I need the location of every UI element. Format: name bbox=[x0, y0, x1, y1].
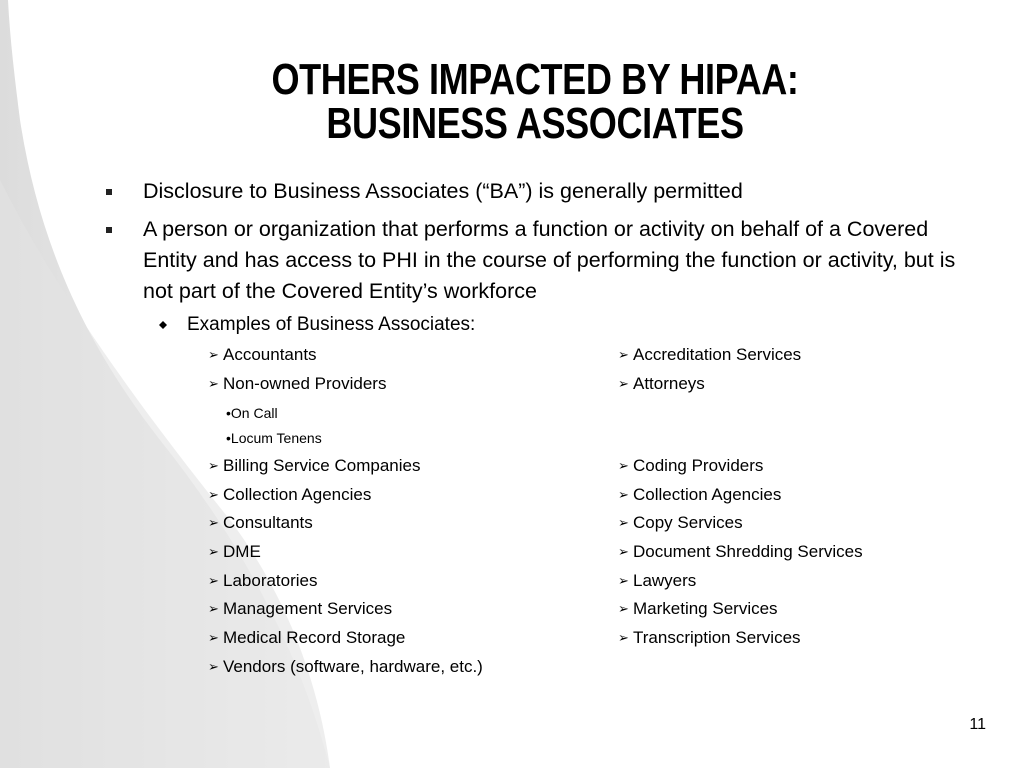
list-item: ➢ Vendors (software, hardware, etc.) bbox=[208, 657, 483, 676]
title-line-2: BUSINESS ASSOCIATES bbox=[326, 99, 744, 148]
arrow-bullet-icon: ➢ bbox=[208, 515, 219, 530]
list-item: ➢ Transcription Services bbox=[618, 628, 801, 647]
arrow-bullet-icon: ➢ bbox=[618, 630, 629, 645]
bullet-text: A person or organization that performs a function or activity on behalf of a Covered Entity and has access to PHI in the course of performing the function or activity, but is not part of the Covered Entity’s workforce bbox=[143, 217, 956, 303]
arrow-bullet-icon: ➢ bbox=[208, 601, 219, 616]
list-item: ➢ Accreditation Services bbox=[618, 345, 802, 364]
arrow-bullet-icon: ➢ bbox=[208, 487, 219, 502]
bullet-text: Disclosure to Business Associates (“BA”) is generally permitted bbox=[143, 179, 743, 203]
arrow-bullet-icon: ➢ bbox=[208, 347, 219, 362]
arrow-bullet-icon: ➢ bbox=[618, 573, 629, 588]
bullet-point-1 bbox=[104, 176, 963, 207]
bullet-point-2 bbox=[104, 214, 963, 307]
list-item: ➢ Coding Providers bbox=[618, 456, 764, 475]
slide-title bbox=[219, 55, 850, 148]
list-item: ➢ Collection Agencies bbox=[208, 485, 372, 504]
arrow-bullet-icon: ➢ bbox=[618, 376, 629, 391]
square-bullet-icon bbox=[106, 189, 112, 195]
list-item: ➢ Document Shredding Services bbox=[618, 542, 863, 561]
list-item: ➢ Non-owned Providers bbox=[208, 374, 387, 393]
arrow-bullet-icon: ➢ bbox=[208, 458, 219, 473]
list-item: ➢ Lawyers bbox=[618, 571, 697, 590]
list-sub-item: •Locum Tenens bbox=[226, 430, 322, 446]
arrow-bullet-icon: ➢ bbox=[618, 544, 629, 559]
sub-bullet-examples bbox=[158, 312, 475, 338]
list-item: ➢ Laboratories bbox=[208, 571, 318, 590]
list-item: ➢ Collection Agencies bbox=[618, 485, 782, 504]
square-bullet-icon bbox=[106, 227, 112, 233]
arrow-bullet-icon: ➢ bbox=[208, 544, 219, 559]
list-item: ➢ Billing Service Companies bbox=[208, 456, 421, 475]
list-item: ➢ Consultants bbox=[208, 513, 313, 532]
arrow-bullet-icon: ➢ bbox=[618, 515, 629, 530]
diamond-bullet-icon bbox=[158, 312, 168, 338]
list-item: ➢ Attorneys bbox=[618, 374, 705, 393]
arrow-bullet-icon: ➢ bbox=[618, 487, 629, 502]
list-item: ➢ Marketing Services bbox=[618, 599, 778, 618]
list-item: ➢ Management Services bbox=[208, 599, 393, 618]
list-item: ➢ Medical Record Storage bbox=[208, 628, 406, 647]
arrow-bullet-icon: ➢ bbox=[208, 659, 219, 674]
page-number: 11 bbox=[969, 716, 986, 733]
examples-heading: Examples of Business Associates: bbox=[187, 314, 476, 335]
arrow-bullet-icon: ➢ bbox=[208, 630, 219, 645]
title-line-1: OTHERS IMPACTED BY HIPAA: bbox=[271, 55, 799, 104]
arrow-bullet-icon: ➢ bbox=[618, 347, 629, 362]
arrow-bullet-icon: ➢ bbox=[618, 458, 629, 473]
arrow-bullet-icon: ➢ bbox=[618, 601, 629, 616]
list-sub-item: •On Call bbox=[226, 405, 278, 421]
arrow-bullet-icon: ➢ bbox=[208, 376, 219, 391]
list-item: ➢ Accountants bbox=[208, 345, 317, 364]
list-item: ➢ DME bbox=[208, 542, 261, 561]
arrow-bullet-icon: ➢ bbox=[208, 573, 219, 588]
list-item: ➢ Copy Services bbox=[618, 513, 743, 532]
